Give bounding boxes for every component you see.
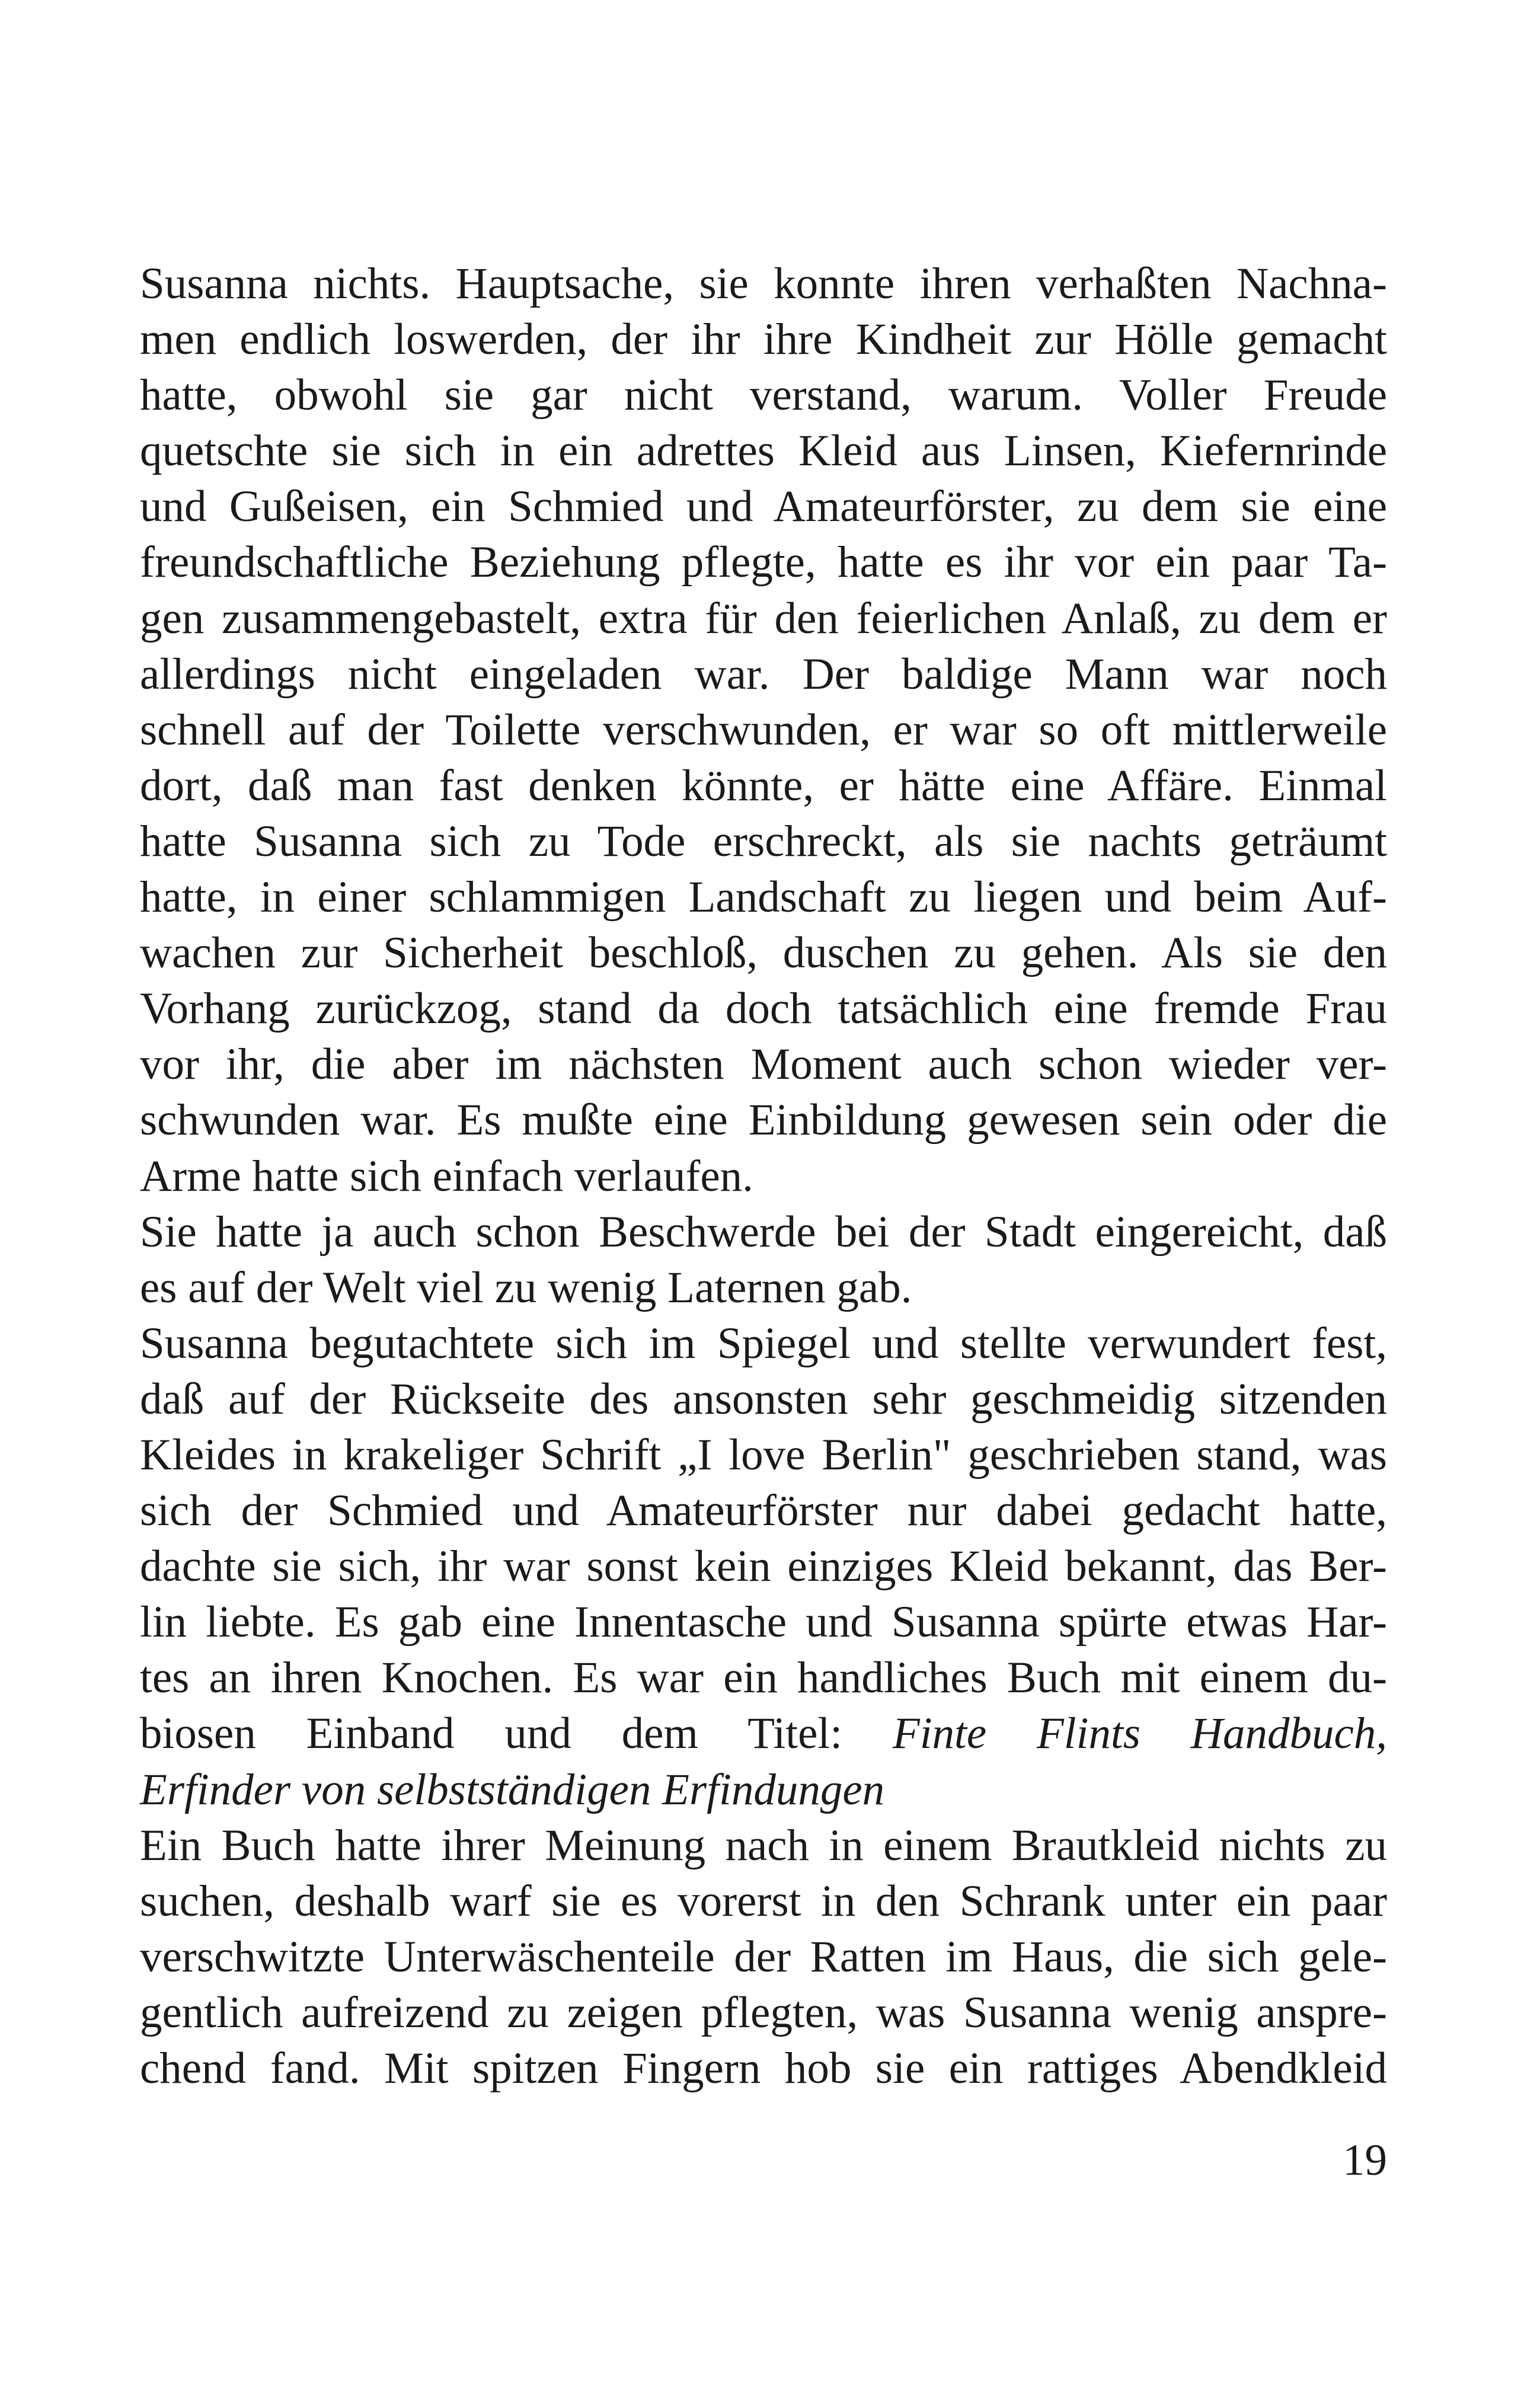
text-line: Ein Buch hatte ihrer Meinung nach in einem Brautkleid nichts zu: [140, 1820, 1387, 1870]
text-line: Kleides in krakeliger Schrift „I love Berlin" geschrieben stand, was: [140, 1430, 1387, 1479]
text-line: tes an ihren Knochen. Es war ein handliches Buch mit einem du-: [140, 1653, 1387, 1703]
text-line: es auf der Welt viel zu wenig Laternen gab.: [140, 1263, 912, 1312]
body-text: [140, 256, 1387, 2096]
text-line: dachte sie sich, ihr war sonst kein einziges Kleid bekannt, das Ber-: [140, 1542, 1387, 1591]
book-title: Finte Flints Handbuch,: [892, 1709, 1387, 1759]
text-line: Vorhang zurückzog, stand da doch tatsächlich eine fremde Frau: [140, 984, 1387, 1034]
text-line-with-title: [140, 1706, 1387, 1762]
text-line: Sie hatte ja auch schon Beschwerde bei der Stadt eingereicht, daß: [140, 1207, 1387, 1257]
text-line: Susanna nichts. Hauptsache, sie konnte ihren verhaßten Nachna-: [140, 259, 1387, 308]
text-line: men endlich loswerden, der ihr ihre Kindheit zur Hölle gemacht: [140, 315, 1387, 365]
text-line: gen zusammengebastelt, extra für den feierlichen Anlaß, zu dem er: [140, 593, 1387, 643]
text-line: schwunden war. Es mußte eine Einbildung gewesen sein oder die: [140, 1095, 1387, 1145]
text-line: Arme hatte sich einfach verlaufen.: [140, 1151, 753, 1201]
text-line: hatte, in einer schlammigen Landschaft zu liegen und beim Auf-: [140, 872, 1387, 922]
page-number: 19: [1343, 2136, 1387, 2185]
title-prefix: biosen Einband und dem Titel:: [140, 1709, 893, 1759]
text-line: wachen zur Sicherheit beschloß, duschen zu gehen. Als sie den: [140, 928, 1387, 978]
text-line: daß auf der Rückseite des ansonsten sehr geschmeidig sitzenden: [140, 1374, 1387, 1424]
text-line: freundschaftliche Beziehung pflegte, hatte es ihr vor ein paar Ta-: [140, 538, 1387, 587]
text-line: lin liebte. Es gab eine Innentasche und Susanna spürte etwas Har-: [140, 1597, 1387, 1647]
text-line: hatte, obwohl sie gar nicht verstand, warum. Voller Freude: [140, 370, 1387, 420]
text-line: und Gußeisen, ein Schmied und Amateurförster, zu dem sie eine: [140, 482, 1387, 532]
text-line: chend fand. Mit spitzen Fingern hob sie ein rattiges Abendkleid: [140, 2044, 1387, 2093]
text-line: schnell auf der Toilette verschwunden, er war so oft mittlerweile: [140, 705, 1387, 755]
text-line: allerdings nicht eingeladen war. Der baldige Mann war noch: [140, 649, 1387, 699]
text-line: verschwitzte Unterwäschenteile der Ratten im Haus, die sich gele-: [140, 1932, 1387, 1981]
text-line: hatte Susanna sich zu Tode erschreckt, als sie nachts geträumt: [140, 816, 1387, 866]
text-line: Erfinder von selbstständigen Erfindungen: [140, 1765, 885, 1814]
text-line: vor ihr, die aber im nächsten Moment auch schon wieder ver-: [140, 1040, 1387, 1089]
text-line: sich der Schmied und Amateurförster nur dabei gedacht hatte,: [140, 1486, 1387, 1536]
text-line: quetschte sie sich in ein adrettes Kleid aus Linsen, Kiefernrinde: [140, 426, 1387, 476]
text-line: suchen, deshalb warf sie es vorerst in den Schrank unter ein paar: [140, 1876, 1387, 1926]
text-line: gentlich aufreizend zu zeigen pflegten, was Susanna wenig anspre-: [140, 1987, 1387, 2037]
text-line: dort, daß man fast denken könnte, er hätte eine Affäre. Einmal: [140, 760, 1387, 810]
text-line: Susanna begutachtete sich im Spiegel und stellte verwundert fest,: [140, 1318, 1387, 1368]
